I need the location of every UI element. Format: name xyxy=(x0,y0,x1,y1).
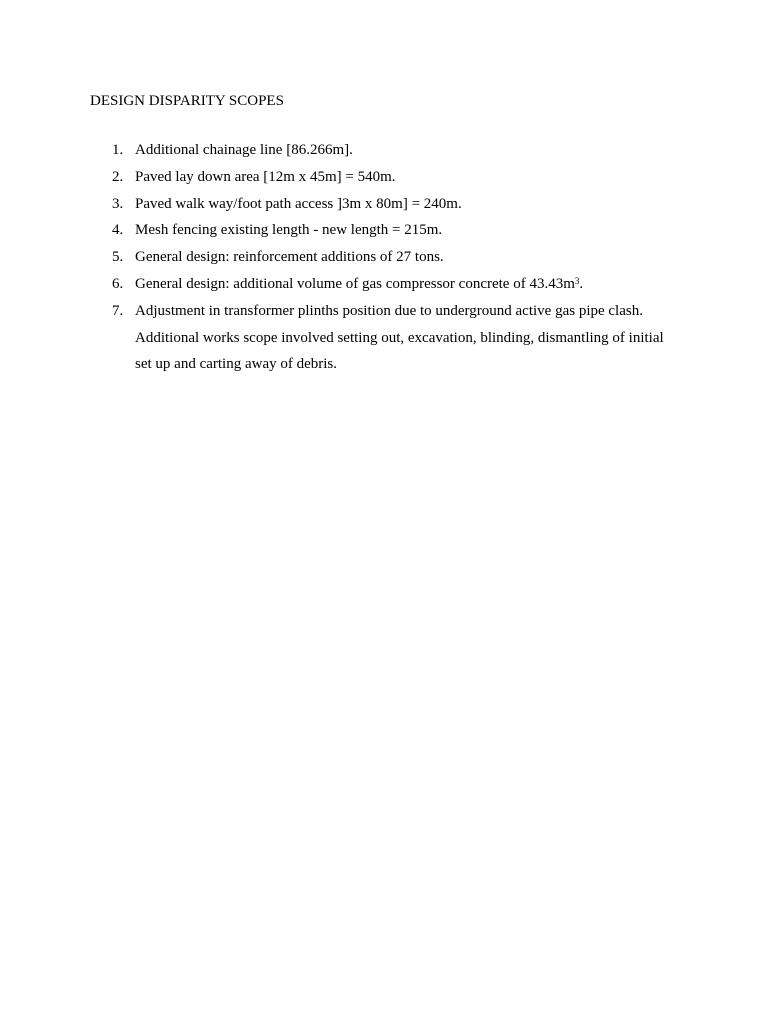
list-item xyxy=(90,217,680,244)
list-item-text: Mesh fencing existing length - new length = 215m. xyxy=(135,222,443,239)
list-item-text-suffix: . xyxy=(579,275,584,292)
list-item-text: Additional chainage line [86.266m]. xyxy=(135,142,353,158)
unit-superscript: 3 xyxy=(574,275,580,286)
list-item xyxy=(90,271,680,298)
list-item xyxy=(90,298,680,378)
list-item-text: Adjustment in transformer plinths position due to underground active gas pipe clash. Additional works scope involved setting out, excavation, blinding, dismantling of initial set up and carting away of debris. xyxy=(135,302,664,373)
list-item xyxy=(90,164,680,191)
list-item-text: General design: reinforcement additions of 27 tons. xyxy=(135,249,444,266)
list-item xyxy=(90,137,680,164)
list-item xyxy=(90,244,680,271)
list-item-number: 5. xyxy=(112,249,124,266)
list-item-number: 2. xyxy=(112,168,124,185)
list-item-number: 3. xyxy=(112,195,124,212)
list-item xyxy=(90,191,680,218)
list-item-number: 6. xyxy=(112,275,124,292)
list-item-number: 4. xyxy=(112,222,124,239)
list-item-number: 7. xyxy=(112,302,124,319)
list-item-text: Paved walk way/foot path access ]3m x 80m] = 240m. xyxy=(135,195,462,212)
list-item-number: 1. xyxy=(112,142,124,158)
list-item-text: Paved lay down area [12m x 45m] = 540m. xyxy=(135,168,396,185)
list-item-text xyxy=(135,276,583,292)
document-title: DESIGN DISPARITY SCOPES xyxy=(90,93,284,109)
scope-list xyxy=(90,137,680,378)
list-item-text-main: General design: additional volume of gas compressor concrete of 43.43m xyxy=(135,275,575,292)
